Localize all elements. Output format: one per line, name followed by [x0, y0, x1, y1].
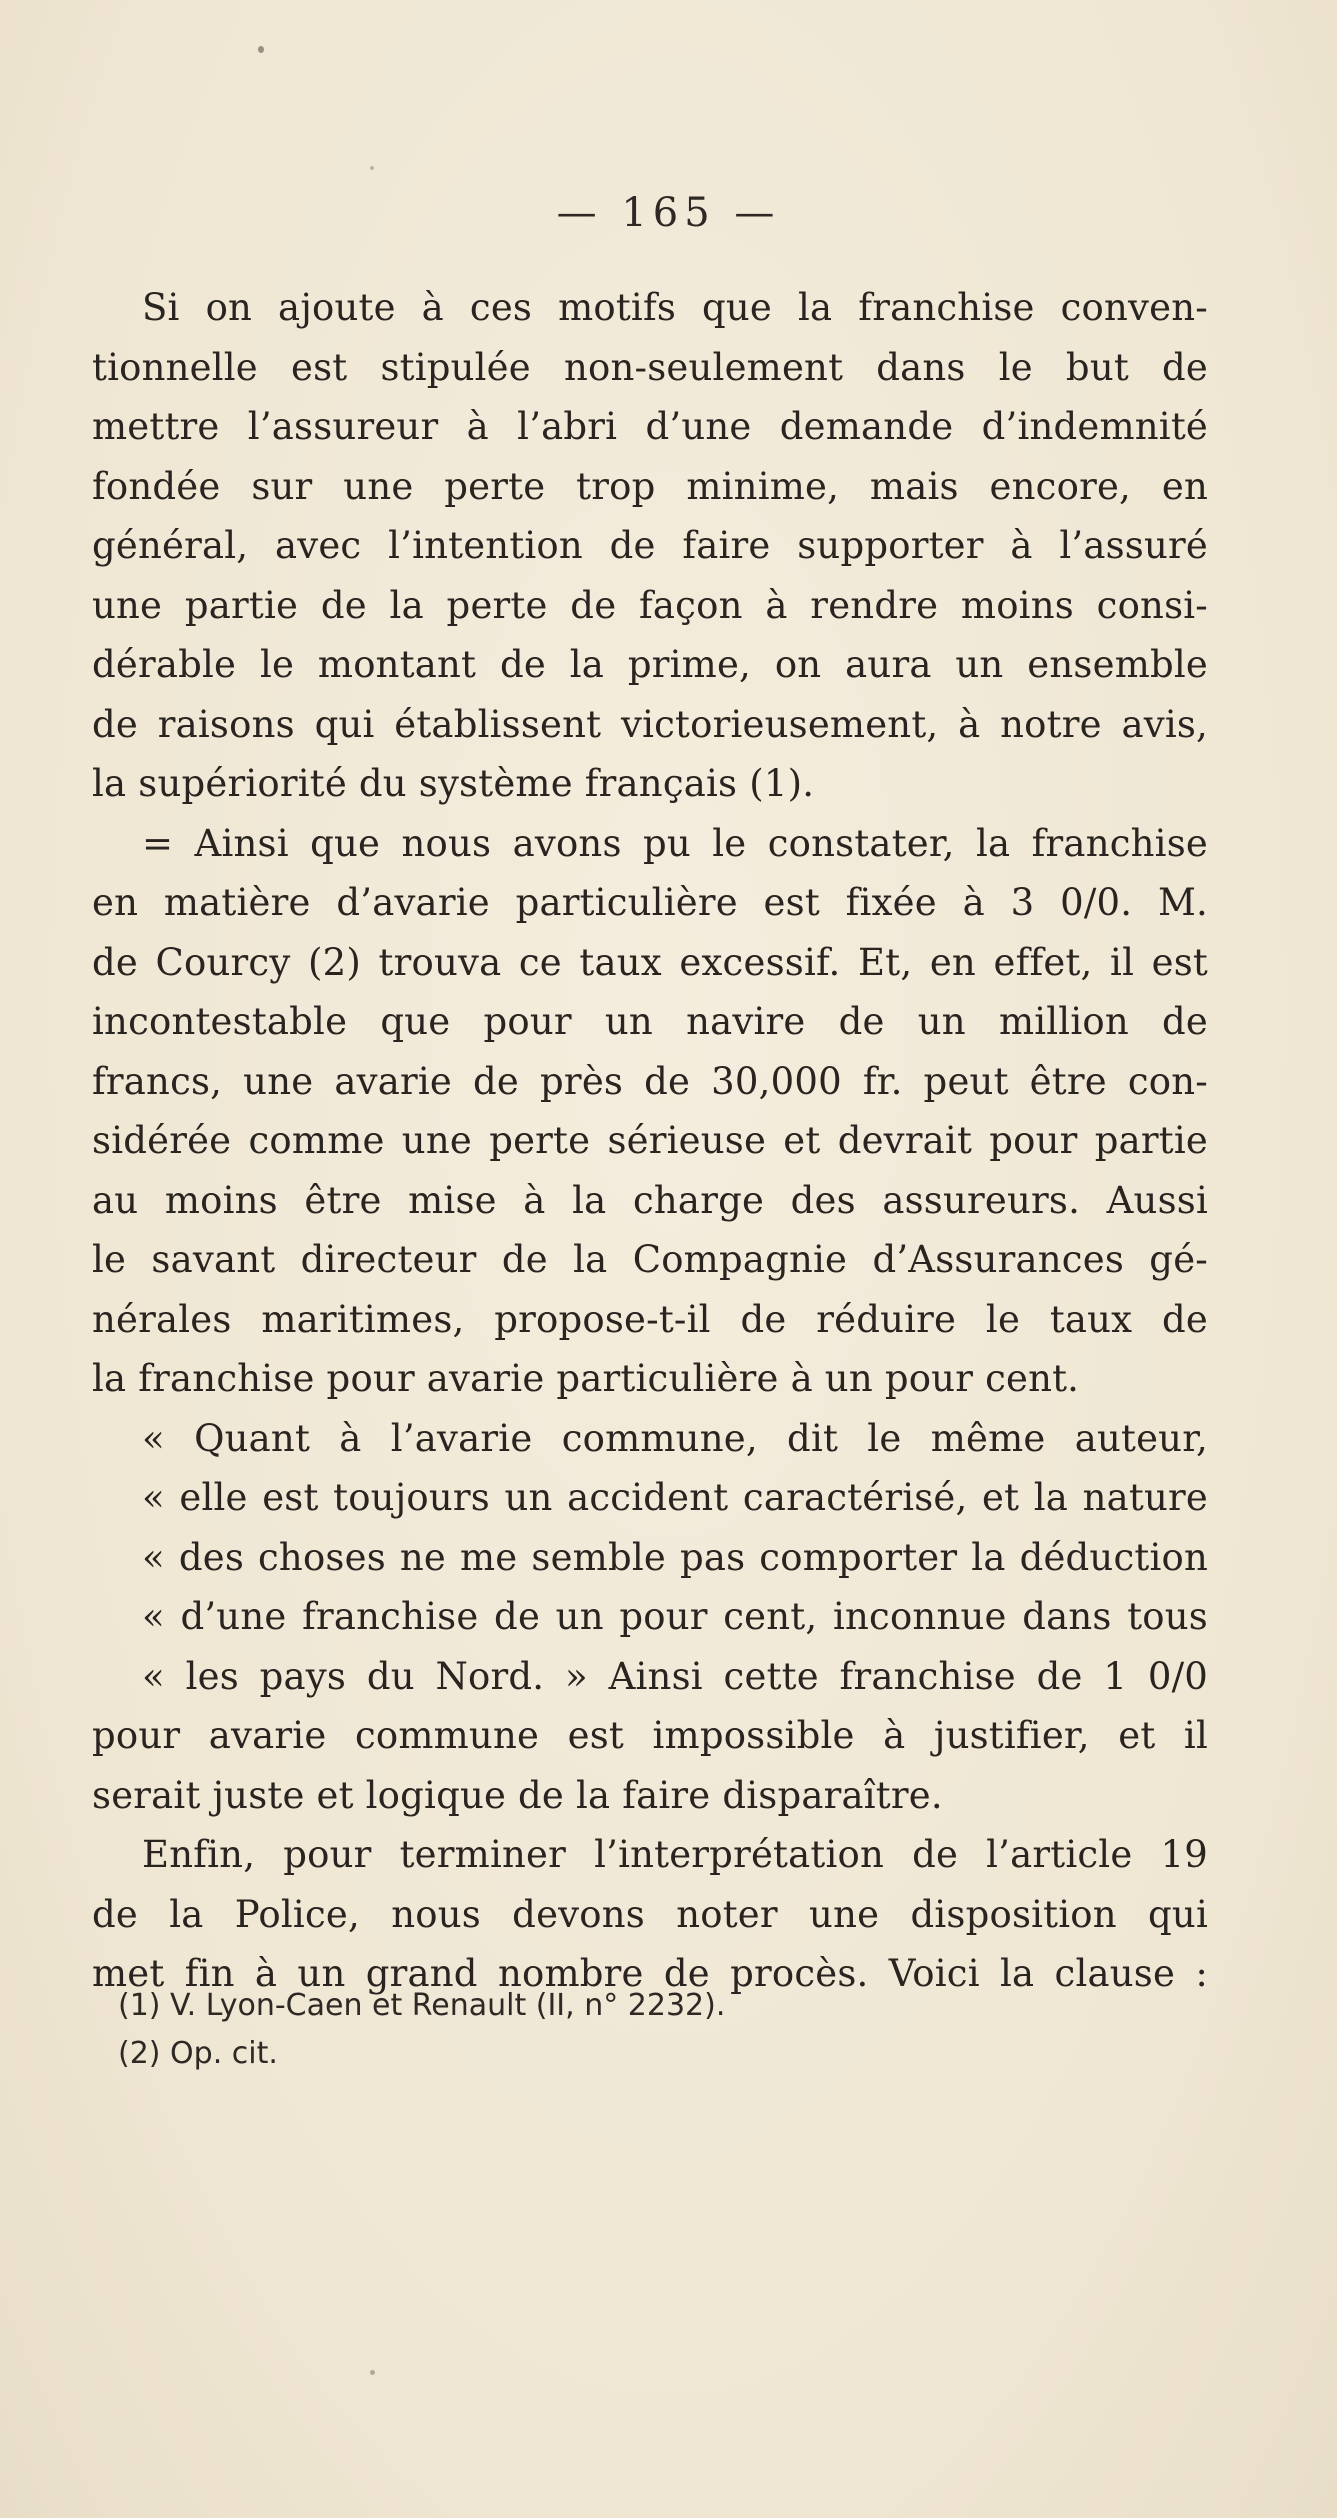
text-line: « Quant à l’avarie commune, dit le même auteur,	[142, 1416, 1208, 1460]
text-line: incontestable que pour un navire de un million de	[92, 1000, 1208, 1043]
text-line: général, avec l’intention de faire supporter à l’assuré	[92, 524, 1208, 567]
text-line: de raisons qui établissent victorieusement, à notre avis,	[92, 702, 1208, 746]
text-line: pour avarie commune est impossible à justifier, et il	[92, 1714, 1208, 1757]
text-line: de Courcy (2) trouva ce taux excessif. Et, en effet, il est	[92, 940, 1208, 984]
paper-speck	[370, 2370, 375, 2375]
text-line: « des choses ne me semble pas comporter la déduction	[142, 1535, 1208, 1579]
text-line: tionnelle est stipulée non-seulement dans le but de	[92, 345, 1208, 389]
paper-speck	[258, 46, 264, 53]
page-number: — 165 —	[556, 190, 781, 236]
text-line: met fin à un grand nombre de procès. Voici la clause :	[92, 1952, 1208, 1995]
text-line: nérales maritimes, propose-t-il de réduire le taux de	[92, 1297, 1208, 1341]
text-line: Si on ajoute à ces motifs que la franchise conven-	[142, 286, 1208, 329]
text-line: Enfin, pour terminer l’interprétation de l’article 19	[142, 1833, 1208, 1876]
text-line: dérable le montant de la prime, on aura un ensemble	[92, 643, 1208, 686]
text-line: « d’une franchise de un pour cent, inconnue dans tous	[142, 1595, 1208, 1638]
text-line: fondée sur une perte trop minime, mais encore, en	[92, 464, 1208, 508]
footnotes	[118, 1982, 1118, 2078]
paper-speck	[370, 166, 374, 170]
footnote: (1) V. Lyon-Caen et Renault (II, n° 2232).	[118, 1988, 726, 2023]
text-line: la supériorité du système français (1).	[92, 762, 815, 805]
text-line: « elle est toujours un accident caractérisé, et la nature	[142, 1476, 1208, 1519]
text-line: mettre l’assureur à l’abri d’une demande d’indemnité	[92, 405, 1208, 448]
text-line: au moins être mise à la charge des assureurs. Aussi	[92, 1178, 1208, 1222]
text-line: = Ainsi que nous avons pu le constater, la franchise	[142, 821, 1208, 865]
text-line: en matière d’avarie particulière est fixée à 3 0/0. M.	[92, 881, 1208, 924]
text-line: sidérée comme une perte sérieuse et devrait pour partie	[92, 1119, 1208, 1162]
text-line: francs, une avarie de près de 30,000 fr. peut être con-	[92, 1059, 1208, 1103]
body-text	[92, 278, 1208, 2004]
text-line: une partie de la perte de façon à rendre moins consi-	[92, 583, 1208, 627]
text-line: le savant directeur de la Compagnie d’Assurances gé-	[92, 1238, 1208, 1281]
footnote: (2) Op. cit.	[118, 2036, 278, 2071]
text-line: de la Police, nous devons noter une disposition qui	[92, 1892, 1208, 1936]
text-line: « les pays du Nord. » Ainsi cette franchise de 1 0/0	[142, 1654, 1208, 1698]
text-line: serait juste et logique de la faire disparaître.	[92, 1773, 943, 1817]
text-line: la franchise pour avarie particulière à un pour cent.	[92, 1357, 1080, 1400]
